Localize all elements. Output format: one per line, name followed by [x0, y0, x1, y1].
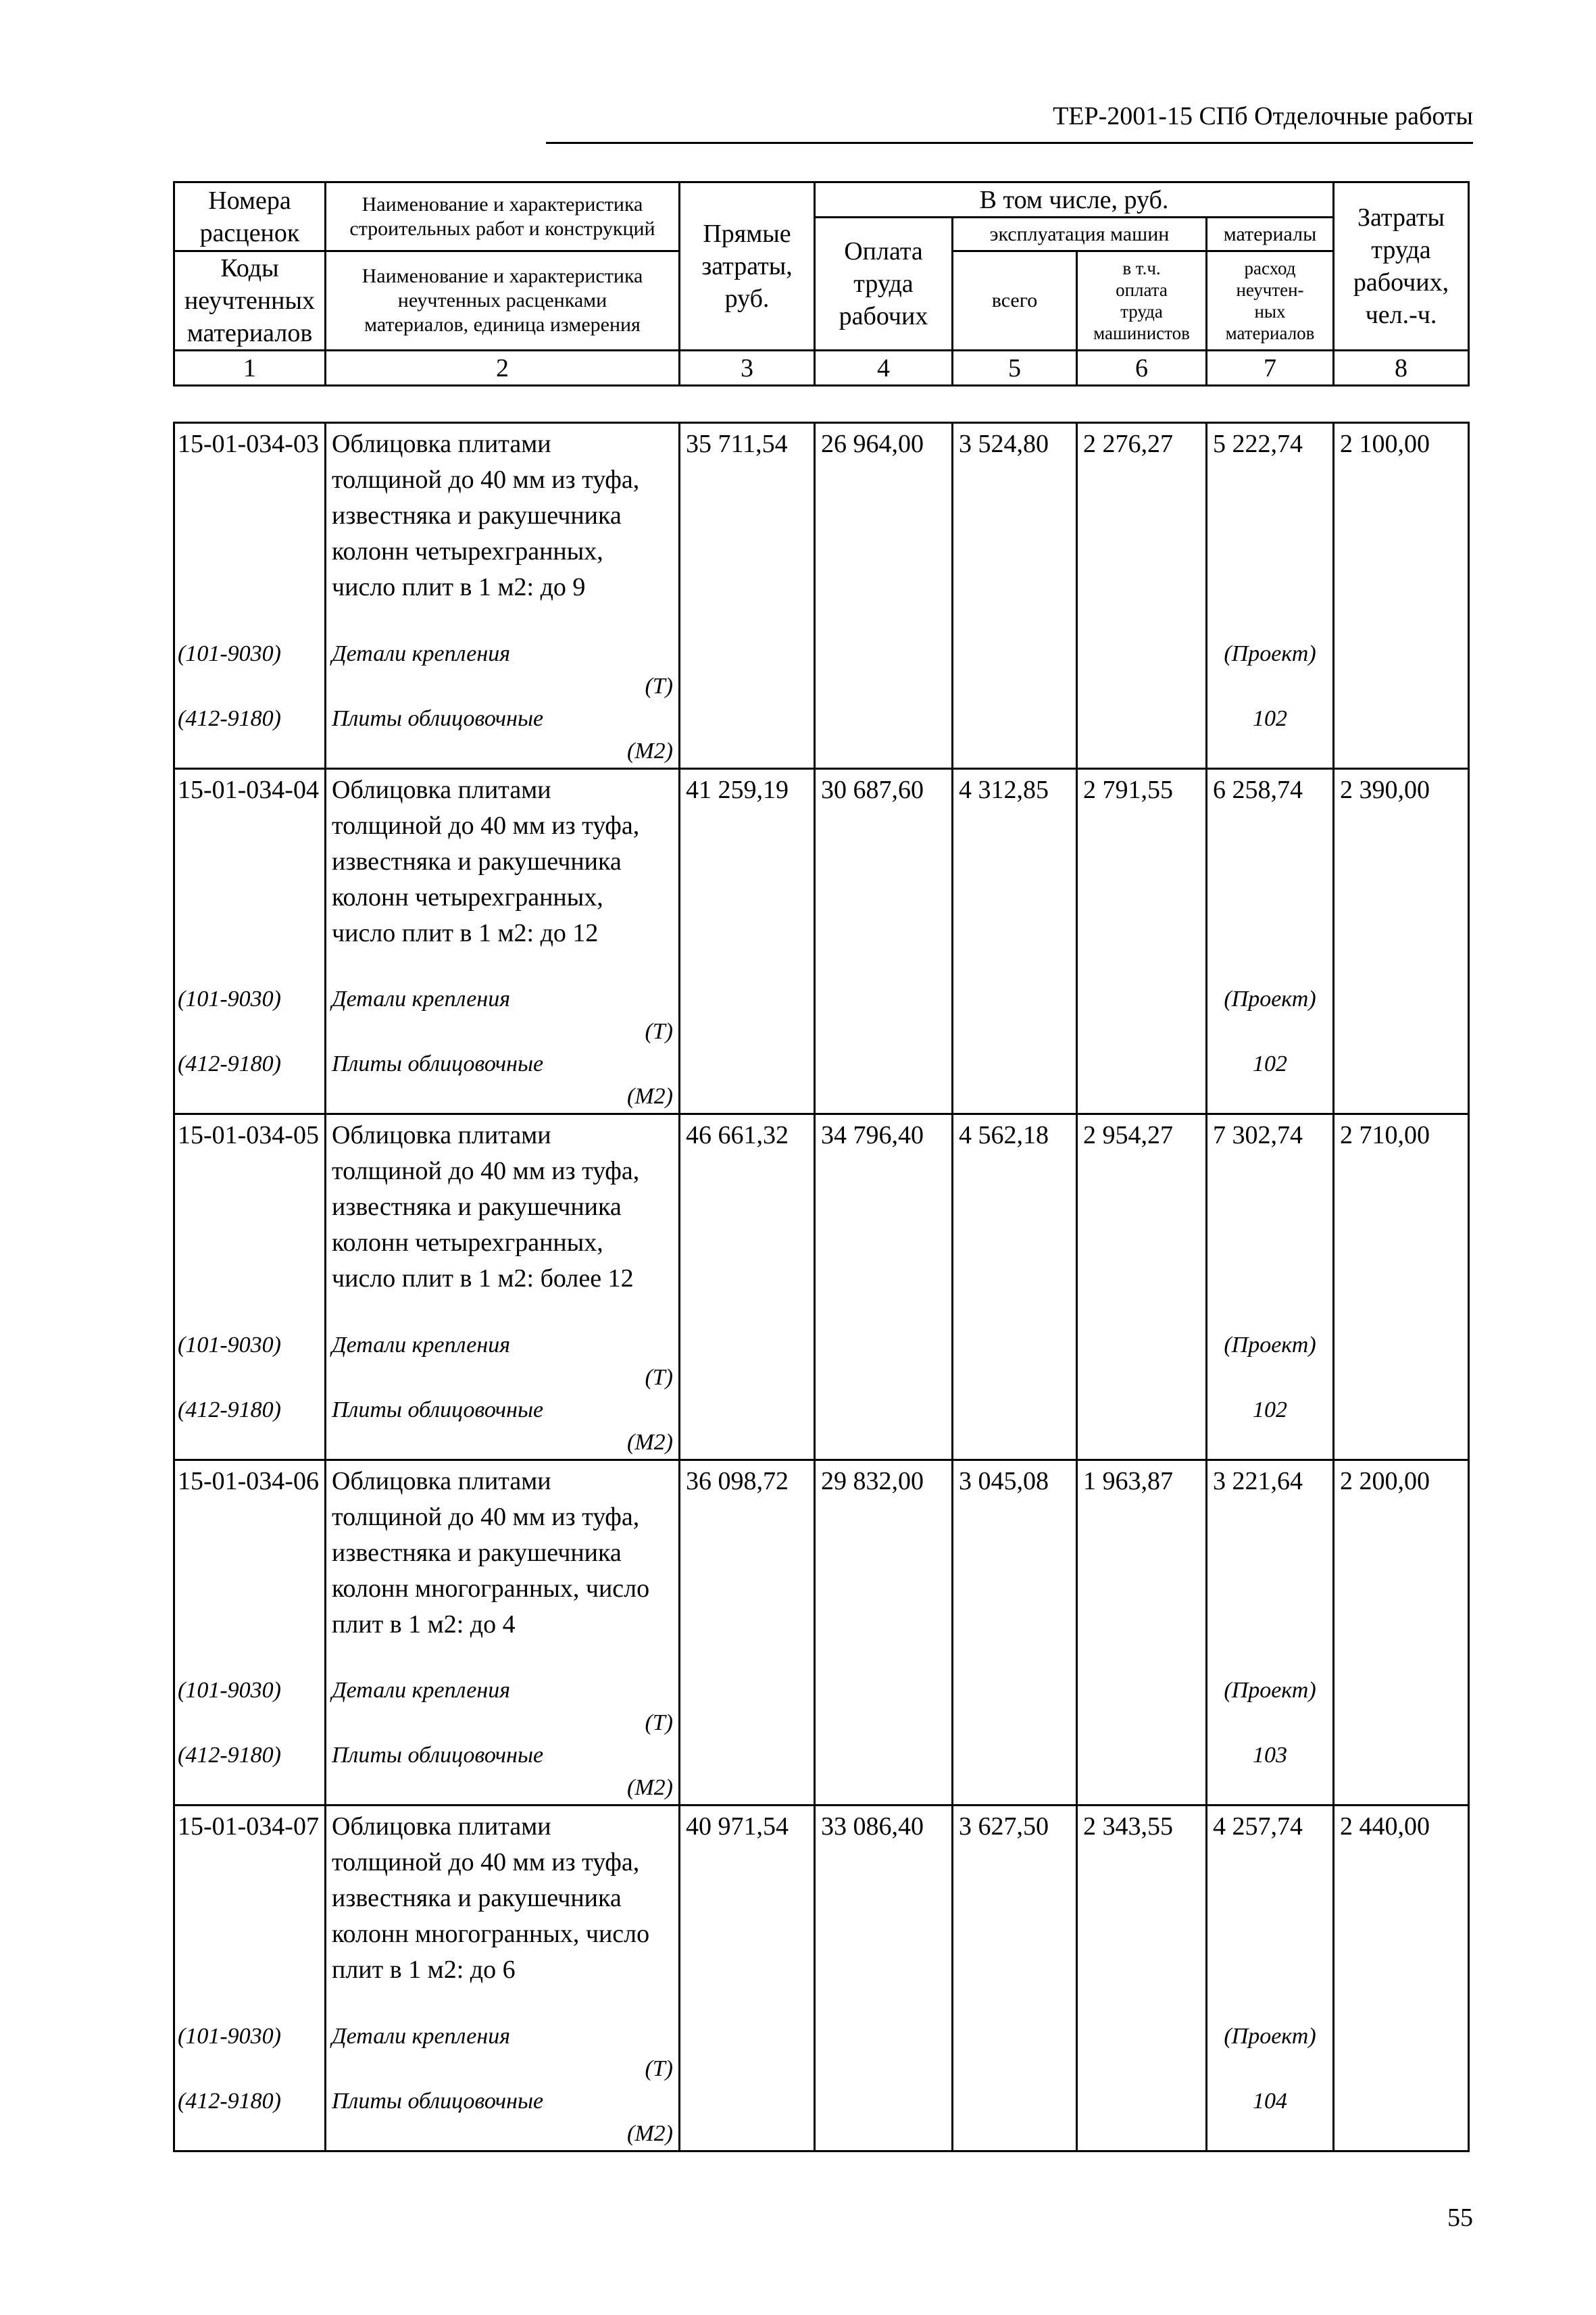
document-title: ТЕР-2001-15 СПб Отделочные работы: [1053, 102, 1473, 130]
rate-desc-line: колонн многогранных, число: [332, 1920, 650, 1948]
rate-desc-line: толщиной до 40 мм из туфа,: [332, 466, 640, 494]
material-unit: (М2): [627, 1084, 673, 1109]
material-code: (101-9030): [178, 1332, 281, 1358]
rate-code: 15-01-034-05: [174, 1114, 326, 1329]
material-consumption: 104: [1253, 2088, 1287, 2114]
header-colnum-3: 3: [680, 351, 815, 386]
header-colnum-1: 1: [174, 351, 326, 386]
material-values: [1207, 1329, 1334, 1460]
rate-desc-line: толщиной до 40 мм из туфа,: [332, 1848, 640, 1876]
rate-desc-line: Облицовка плитами: [332, 430, 551, 458]
materials-cost: 3 221,64: [1207, 1460, 1334, 1674]
rate-desc-line: известняка и ракушечника: [332, 1884, 622, 1912]
material-names: [326, 1674, 680, 1806]
rate-desc-line: плит в 1 м2: до 6: [332, 1956, 516, 1984]
header-machinists-pay: в т.ч. оплата труда машинистов: [1077, 251, 1207, 351]
material-consumption: 102: [1253, 1051, 1287, 1076]
material-unit: (М2): [627, 1775, 673, 1800]
material-unit: (Т): [645, 2056, 673, 2081]
rate-desc-line: известняка и ракушечника: [332, 847, 622, 876]
rate-description: [326, 1114, 680, 1329]
material-values: [1207, 1674, 1334, 1806]
header-materials: материалы: [1207, 218, 1334, 251]
material-consumption: 102: [1253, 705, 1287, 731]
material-codes: [174, 638, 326, 769]
header-colnum-7: 7: [1207, 351, 1334, 386]
direct-costs: 41 259,19: [680, 768, 815, 983]
rate-code: 15-01-034-06: [174, 1460, 326, 1674]
header-labor-hours: Затраты труда рабочих, чел.-ч.: [1334, 182, 1469, 351]
rate-desc-line: толщиной до 40 мм из туфа,: [332, 1157, 640, 1185]
material-name: Плиты облицовочные: [332, 2088, 544, 2114]
rate-description: [326, 423, 680, 638]
machinists-pay: 1 963,87: [1077, 1460, 1207, 1674]
labor-pay: 29 832,00: [815, 1460, 953, 1674]
material-code: (412-9180): [178, 2088, 281, 2114]
material-unit: (М2): [627, 2120, 673, 2146]
material-name: Детали крепления: [332, 1678, 510, 1703]
header-machines: эксплуатация машин: [953, 218, 1207, 251]
rate-desc-line: число плит в 1 м2: более 12: [332, 1264, 634, 1293]
header-colnum-4: 4: [815, 351, 953, 386]
material-names: [326, 1329, 680, 1460]
rate-description: [326, 1460, 680, 1674]
material-values: [1207, 2020, 1334, 2151]
machinists-pay: 2 343,55: [1077, 1806, 1207, 2020]
material-unit: (Т): [645, 1710, 673, 1735]
rate-desc-line: колонн четырехгранных,: [332, 1228, 603, 1257]
material-code: (101-9030): [178, 1678, 281, 1703]
rate-desc-line: плит в 1 м2: до 4: [332, 1610, 516, 1639]
labor-pay: 34 796,40: [815, 1114, 953, 1329]
material-code: (412-9180): [178, 705, 281, 731]
material-consumption: (Проект): [1224, 641, 1316, 666]
rate-desc-line: толщиной до 40 мм из туфа,: [332, 811, 640, 840]
header-machines-total: всего: [953, 251, 1077, 351]
material-code: (101-9030): [178, 2023, 281, 2049]
rate-code: 15-01-034-07: [174, 1806, 326, 2020]
material-name: Детали крепления: [332, 2023, 510, 2049]
material-names: [326, 983, 680, 1114]
material-unit: (Т): [645, 1019, 673, 1044]
material-name: Плиты облицовочные: [332, 705, 544, 731]
rate-desc-line: колонн многогранных, число: [332, 1574, 650, 1603]
material-codes: [174, 983, 326, 1114]
rate-desc-line: известняка и ракушечника: [332, 1193, 622, 1221]
title-rule: [546, 142, 1473, 144]
machines-total: 3 045,08: [953, 1460, 1077, 1674]
labor-pay: 33 086,40: [815, 1806, 953, 2020]
rate-description: [326, 768, 680, 983]
rate-desc-line: колонн четырехгранных,: [332, 882, 603, 912]
material-names: [326, 638, 680, 769]
material-consumption: 103: [1253, 1743, 1287, 1768]
header-rate-numbers: Номера расценок: [174, 182, 326, 251]
header-colnum-6: 6: [1077, 351, 1207, 386]
direct-costs: 35 711,54: [680, 423, 815, 638]
machinists-pay: 2 276,27: [1077, 423, 1207, 638]
direct-costs: 40 971,54: [680, 1806, 815, 2020]
rate-row: [174, 1114, 1469, 1329]
rate-desc-line: известняка и ракушечника: [332, 1538, 622, 1567]
material-code: (101-9030): [178, 987, 281, 1012]
unaccounted-materials-row: [174, 1674, 1469, 1806]
rate-desc-line: число плит в 1 м2: до 9: [332, 573, 586, 601]
rate-desc-line: Облицовка плитами: [332, 1121, 551, 1149]
unaccounted-materials-row: [174, 2020, 1469, 2151]
rate-description: [326, 1806, 680, 2020]
material-unit: (Т): [645, 1364, 673, 1390]
materials-cost: 5 222,74: [1207, 423, 1334, 638]
materials-cost: 7 302,74: [1207, 1114, 1334, 1329]
rate-row: [174, 1806, 1469, 2020]
unaccounted-materials-row: [174, 638, 1469, 769]
unaccounted-materials-row: [174, 1329, 1469, 1460]
header-codes: Коды неучтенных материалов: [174, 251, 326, 351]
header-labor-pay: Оплата труда рабочих: [815, 218, 953, 351]
materials-cost: 6 258,74: [1207, 768, 1334, 983]
rate-desc-line: известняка и ракушечника: [332, 501, 622, 530]
material-consumption: (Проект): [1224, 1332, 1316, 1358]
rate-desc-line: Облицовка плитами: [332, 1812, 551, 1841]
material-name: Плиты облицовочные: [332, 1743, 544, 1768]
header-direct-costs: Прямые затраты, руб.: [680, 182, 815, 351]
machinists-pay: 2 954,27: [1077, 1114, 1207, 1329]
material-names: [326, 2020, 680, 2151]
rate-code: 15-01-034-04: [174, 768, 326, 983]
header-colnum-8: 8: [1334, 351, 1469, 386]
material-code: (412-9180): [178, 1397, 281, 1422]
direct-costs: 36 098,72: [680, 1460, 815, 1674]
material-code: (101-9030): [178, 641, 281, 666]
rate-desc-line: колонн четырехгранных,: [332, 537, 603, 566]
labor-hours: 2 100,00: [1334, 423, 1469, 638]
material-consumption: 102: [1253, 1397, 1287, 1422]
header-colnum-5: 5: [953, 351, 1077, 386]
header-table: [173, 181, 1470, 387]
rate-desc-line: Облицовка плитами: [332, 1466, 551, 1495]
rate-row: [174, 1460, 1469, 1674]
machines-total: 4 312,85: [953, 768, 1077, 983]
header-including: В том числе, руб.: [815, 182, 1334, 218]
machines-total: 4 562,18: [953, 1114, 1077, 1329]
rate-row: [174, 423, 1469, 638]
material-consumption: (Проект): [1224, 987, 1316, 1012]
material-codes: [174, 1329, 326, 1460]
materials-cost: 4 257,74: [1207, 1806, 1334, 2020]
rate-desc-line: Облицовка плитами: [332, 775, 551, 804]
material-values: [1207, 638, 1334, 769]
labor-hours: 2 440,00: [1334, 1806, 1469, 2020]
material-unit: (М2): [627, 738, 673, 764]
material-consumption: (Проект): [1224, 2023, 1316, 2049]
material-name: Детали крепления: [332, 987, 510, 1012]
labor-hours: 2 200,00: [1334, 1460, 1469, 1674]
material-codes: [174, 1674, 326, 1806]
material-name: Плиты облицовочные: [332, 1051, 544, 1076]
labor-hours: 2 710,00: [1334, 1114, 1469, 1329]
unaccounted-materials-row: [174, 983, 1469, 1114]
header-colnum-2: 2: [326, 351, 680, 386]
header-unaccounted-materials: расход неучтен- ных материалов: [1207, 251, 1334, 351]
material-name: Плиты облицовочные: [332, 1397, 544, 1422]
material-code: (412-9180): [178, 1743, 281, 1768]
material-values: [1207, 983, 1334, 1114]
labor-pay: 26 964,00: [815, 423, 953, 638]
machinists-pay: 2 791,55: [1077, 768, 1207, 983]
page-number: 55: [1447, 2204, 1473, 2232]
labor-pay: 30 687,60: [815, 768, 953, 983]
direct-costs: 46 661,32: [680, 1114, 815, 1329]
rates-table: [173, 422, 1470, 2152]
material-code: (412-9180): [178, 1051, 281, 1076]
material-codes: [174, 2020, 326, 2151]
header-material-name: Наименование и характеристика неучтенных расценками материалов, единица измерения: [326, 251, 680, 351]
labor-hours: 2 390,00: [1334, 768, 1469, 983]
rate-code: 15-01-034-03: [174, 423, 326, 638]
rate-desc-line: толщиной до 40 мм из туфа,: [332, 1502, 640, 1531]
material-unit: (Т): [645, 673, 673, 699]
material-name: Детали крепления: [332, 641, 510, 666]
material-unit: (М2): [627, 1429, 673, 1455]
machines-total: 3 524,80: [953, 423, 1077, 638]
rate-desc-line: число плит в 1 м2: до 12: [332, 918, 599, 947]
material-name: Детали крепления: [332, 1332, 510, 1358]
header-work-name: Наименование и характеристика строительных работ и конструкций: [326, 182, 680, 251]
rate-row: [174, 768, 1469, 983]
material-consumption: (Проект): [1224, 1678, 1316, 1703]
machines-total: 3 627,50: [953, 1806, 1077, 2020]
